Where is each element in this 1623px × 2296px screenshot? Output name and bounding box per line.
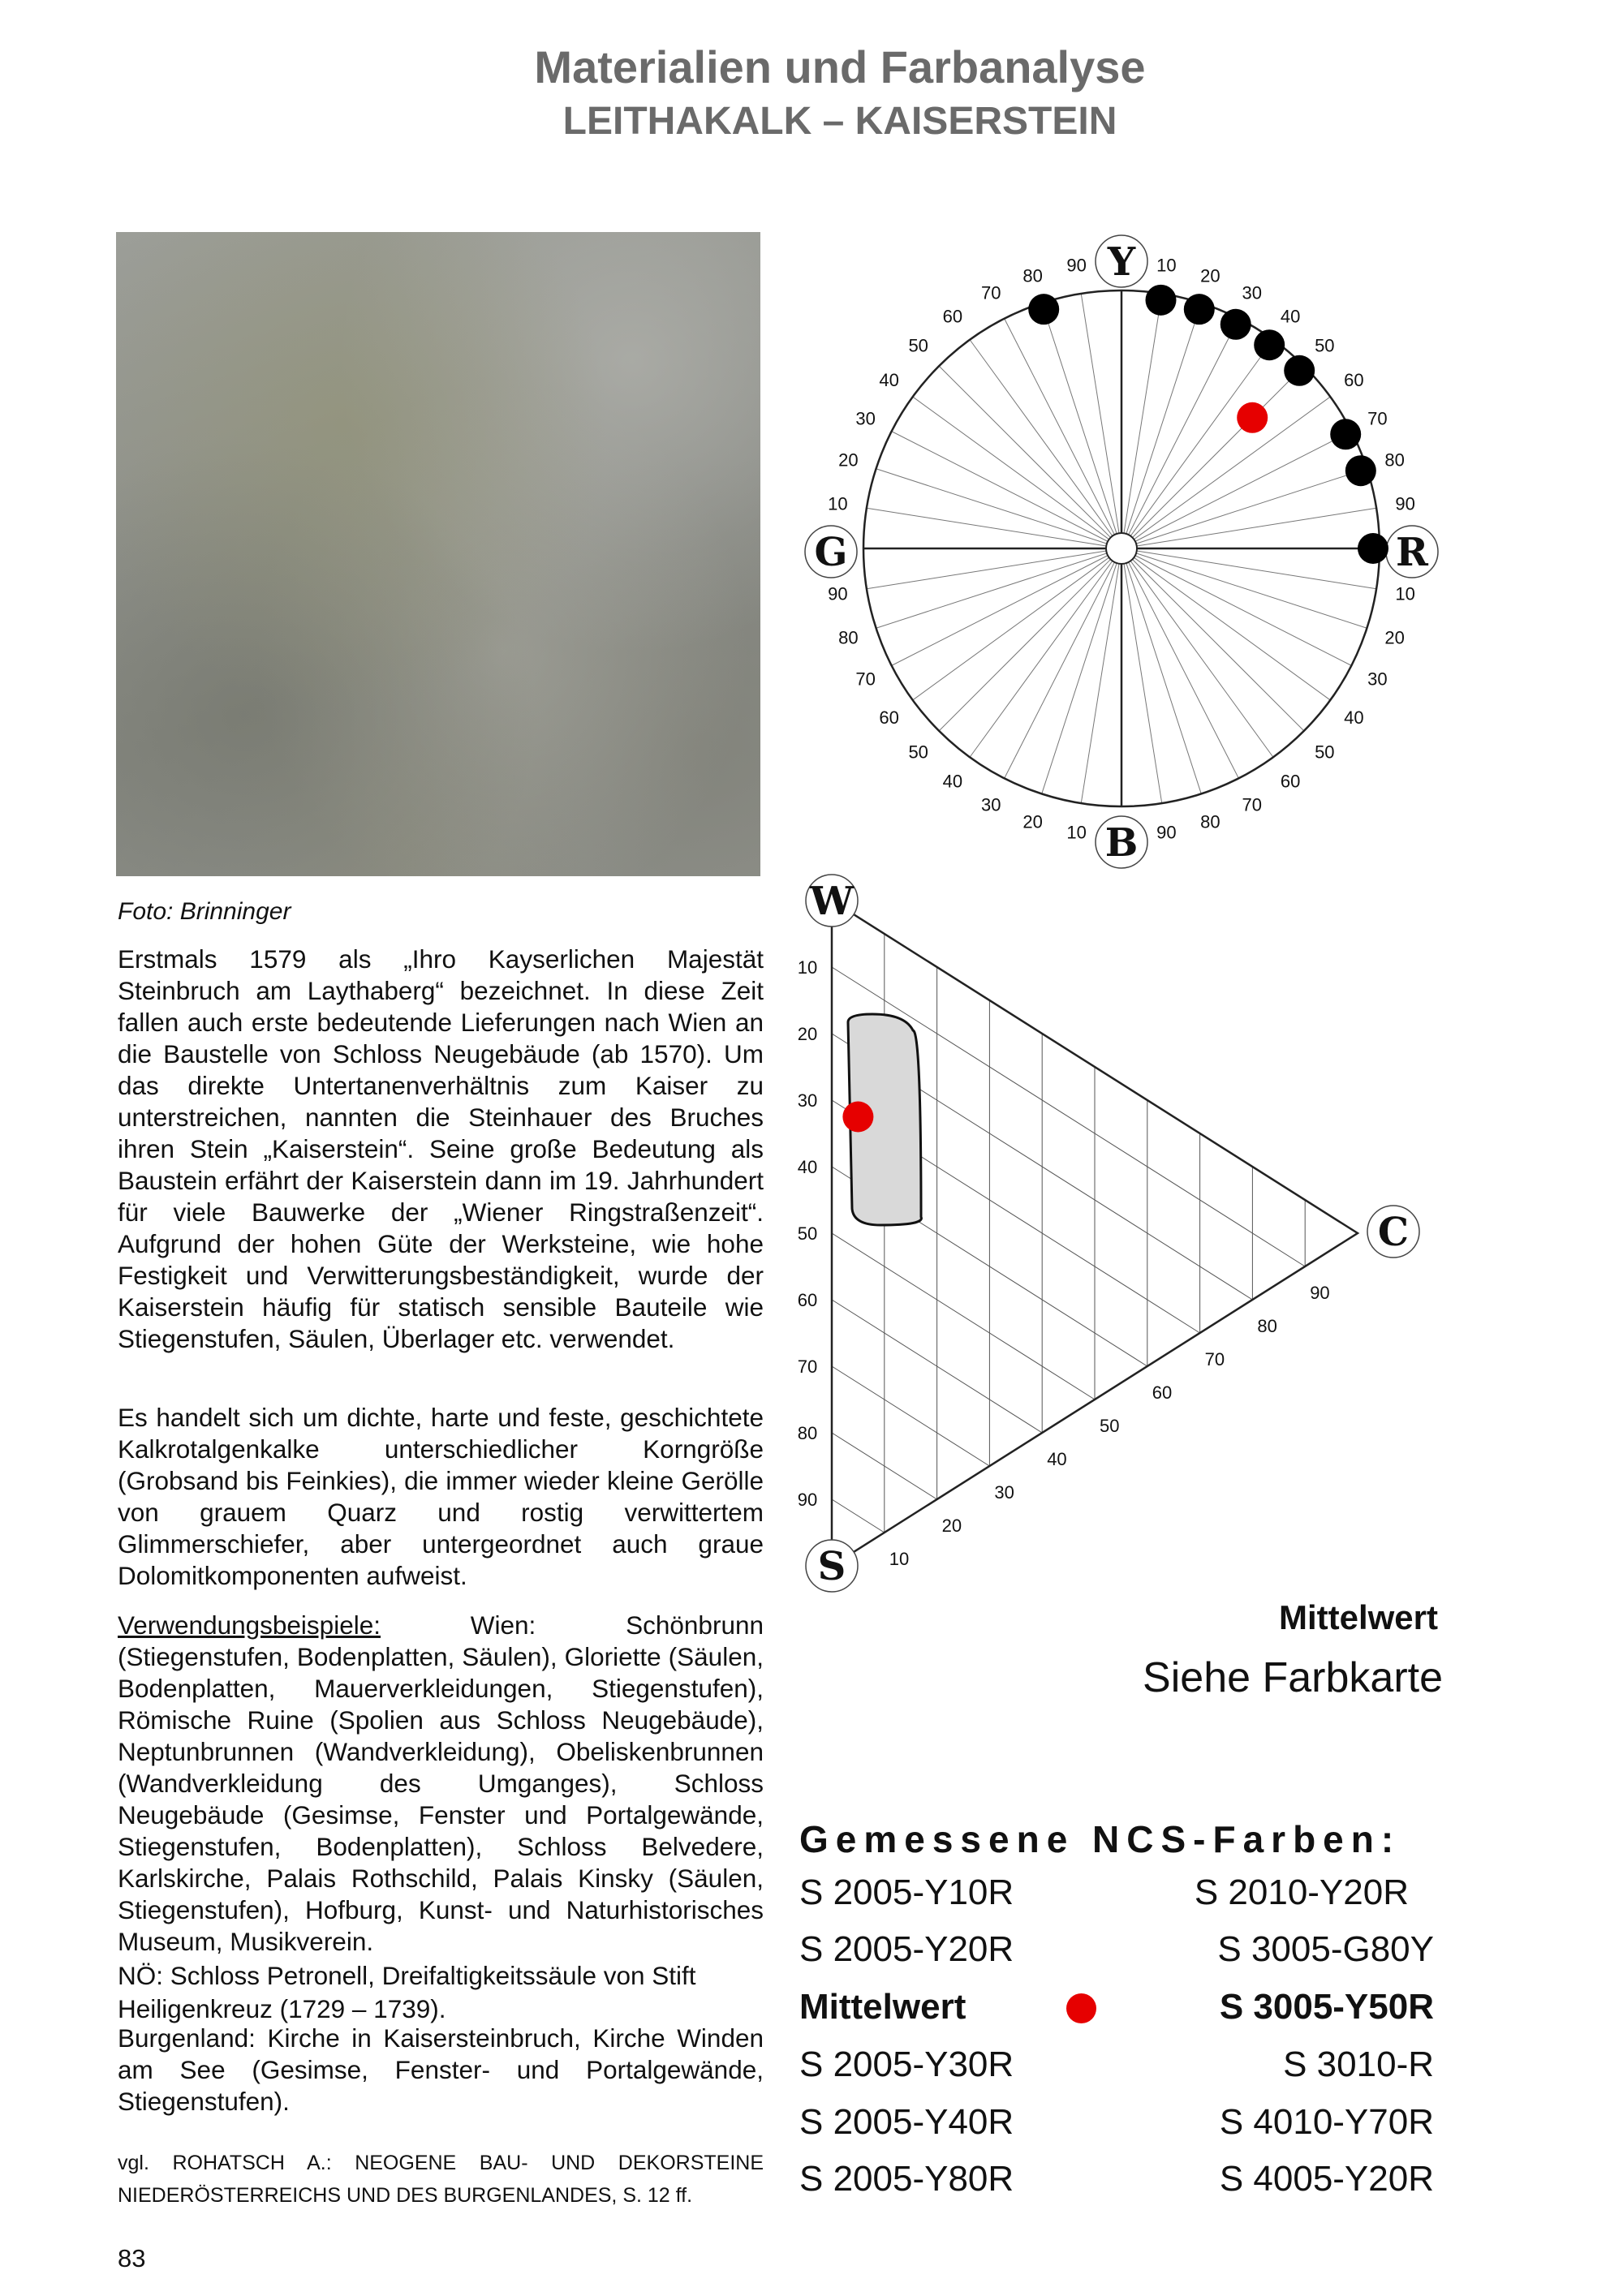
triangle-label-c xyxy=(1367,1206,1419,1258)
ncs-left-5: S 2005-Y40R xyxy=(799,2102,1014,2142)
hue-tick-label: 80 xyxy=(1384,449,1405,471)
hue-spoke xyxy=(1124,564,1162,803)
svg-text:S: S xyxy=(817,1544,846,1589)
ncs-left-6: S 2005-Y80R xyxy=(799,2159,1014,2199)
hue-spoke xyxy=(1129,319,1239,535)
svg-text:Y: Y xyxy=(1107,239,1136,285)
ncs-right-6: S 4005-Y20R xyxy=(1219,2159,1434,2199)
triangle-tick-label: 50 xyxy=(797,1223,818,1244)
mean-heading: Mittelwert xyxy=(1278,1598,1438,1636)
hue-tick-label: 30 xyxy=(1242,282,1262,303)
hue-tick-label: 40 xyxy=(1344,707,1364,729)
hue-spoke xyxy=(1129,562,1239,778)
hue-tick-label: 60 xyxy=(942,306,963,327)
hue-spoke xyxy=(1137,508,1376,546)
triangle-label-w xyxy=(806,875,858,927)
ncs-right-5: S 4010-Y70R xyxy=(1219,2102,1434,2142)
paragraph-noe-cont: Heiligenkreuz (1729 – 1739). xyxy=(118,1994,446,2023)
hue-tick-label: 50 xyxy=(1315,335,1335,356)
hue-spoke xyxy=(892,432,1108,542)
hue-tick-label: 50 xyxy=(908,742,928,763)
paragraph-burgenland: Burgenland: Kirche in Kaisersteinbruch, Kirche Winden am See (Gesimse, Fenster- und Portalgewände, Stiegenstufen). xyxy=(118,2023,764,2116)
hue-center xyxy=(1106,533,1137,564)
triangle-grid-line xyxy=(832,1233,1095,1400)
triangle-tick-label: 10 xyxy=(889,1549,910,1569)
hue-tick-label: 80 xyxy=(1022,265,1043,286)
ncs-mean-value: S 3005-Y50R xyxy=(1219,1987,1434,2027)
ncs-left-2: S 2005-Y20R xyxy=(799,1929,1014,1969)
hue-spoke xyxy=(939,366,1110,537)
hue-tick-label: 40 xyxy=(942,771,963,792)
hue-mean-dot xyxy=(1237,402,1268,433)
ncs-right-1: S 2010-Y20R xyxy=(1194,1872,1409,1912)
examples-label: Verwendungsbeispiele: xyxy=(118,1610,381,1640)
hue-measured-dot xyxy=(1184,294,1215,325)
hue-spoke xyxy=(1135,432,1351,542)
hue-tick-label: 60 xyxy=(1280,771,1301,792)
hue-measured-dot xyxy=(1284,355,1315,386)
stone-photo xyxy=(116,232,760,876)
hue-spoke xyxy=(867,551,1106,589)
triangle-grid-line xyxy=(832,1499,885,1533)
hue-tick-label: 20 xyxy=(838,449,859,471)
ncs-left-4: S 2005-Y30R xyxy=(799,2044,1014,2084)
svg-text:W: W xyxy=(810,879,854,924)
triangle-grid-line xyxy=(832,1366,989,1466)
ncs-title: Gemessene NCS-Farben: xyxy=(799,1818,1401,1860)
hue-label-b xyxy=(1096,816,1147,868)
hue-tick-label: 10 xyxy=(1156,255,1177,276)
ncs-left-1: S 2005-Y10R xyxy=(799,1872,1014,1912)
hue-tick-label: 90 xyxy=(1395,493,1415,514)
hue-tick-label: 70 xyxy=(1367,408,1388,429)
hue-label-r xyxy=(1386,526,1438,578)
paragraph-history: Erstmals 1579 als „Ihro Kayserlichen Majestät Steinbruch am Laythaberg“ bezeichnet. In diese Zeit fallen auch erste bedeutende Lieferungen nach Wien an die Baustelle von Schloss Neugebäude (ab 1570). Um das direkte Untertanenverhältnis zum Kaiser zu unterstreichen, nannten die Steinhauer des Bruches ihren Stein „Kaiserstein“. Seine große Bedeutung als Baustein erfährt der Kaiserstein dann im 19. Jahrhundert für viele Bauwerke der „Wiener Ringstraßenzeit“. Aufgrund der hohen Güte der Werksteine, wie hohe Festigkeit und Verwitterungsbeständigkeit, wurde der Kaiserstein häufig für statisch sensible Bauteile wie Stiegenstufen, Säulen, Überlager etc. verwendet. xyxy=(118,944,764,1353)
hue-tick-label: 40 xyxy=(1280,306,1301,327)
triangle-tick-label: 90 xyxy=(1310,1283,1330,1303)
svg-text:R: R xyxy=(1396,530,1428,575)
hue-measured-dot xyxy=(1220,309,1251,340)
hue-tick-label: 30 xyxy=(855,408,876,429)
svg-text:G: G xyxy=(814,530,848,575)
triangle-tick-label: 30 xyxy=(994,1482,1014,1503)
hue-label-g xyxy=(805,526,857,578)
hue-spoke xyxy=(1132,366,1303,537)
hue-spoke xyxy=(1132,559,1303,730)
farbkarte-label: Siehe Farbkarte xyxy=(1143,1654,1443,1701)
triangle-tick-label: 40 xyxy=(1047,1449,1067,1469)
hue-measured-dot xyxy=(1254,329,1285,360)
hue-tick-label: 80 xyxy=(1200,811,1220,832)
triangle-tick-label: 80 xyxy=(797,1423,818,1443)
hue-tick-label: 70 xyxy=(981,282,1001,303)
hue-spoke xyxy=(1081,564,1119,803)
page-title: Materialien und Farbanalyse xyxy=(534,41,1146,92)
hue-tick-label: 40 xyxy=(879,369,899,390)
svg-text:B: B xyxy=(1104,820,1139,866)
hue-spoke xyxy=(867,508,1106,546)
triangle-tick-label: 80 xyxy=(1257,1316,1277,1336)
ncs-triangle xyxy=(795,868,1461,1598)
page-number: 83 xyxy=(118,2244,146,2272)
hue-tick-label: 30 xyxy=(981,794,1001,815)
triangle-label-s xyxy=(806,1540,858,1592)
hue-tick-label: 20 xyxy=(1200,265,1220,286)
paragraph-examples xyxy=(118,1610,764,1958)
hue-tick-label: 20 xyxy=(1384,627,1405,648)
ncs-hue-circle xyxy=(795,227,1461,892)
triangle-mean-dot xyxy=(842,1102,873,1133)
hue-spoke xyxy=(1081,294,1119,533)
page-subtitle: LEITHAKALK – KAISERSTEIN xyxy=(562,100,1117,143)
hue-tick-label: 90 xyxy=(1156,822,1177,843)
hue-spoke xyxy=(1124,294,1162,533)
hue-spoke xyxy=(1005,562,1115,778)
hue-tick-label: 70 xyxy=(1242,794,1262,815)
triangle-tick-label: 60 xyxy=(797,1290,818,1310)
hue-tick-label: 20 xyxy=(1022,811,1043,832)
hue-tick-label: 10 xyxy=(1395,583,1415,604)
hue-label-y xyxy=(1096,235,1147,287)
examples-text: Wien: Schönbrunn (Stiegenstufen, Bodenplatten, Säulen), Gloriette (Säulen, Bodenplatten, Mauerverkleidungen, Stiegenstufen), Römische Ruine (Spolien aus Schloss Neugebäude), Neptunbrunnen (Wandverkleidung), Obeliskenbrunnen (Wandverkleidung des Umganges), Schloss Neugebäude (Gesimse, Fenster und Portalgewände, Stiegenstufen, Bodenplatten), Schloss Belvedere, Karlskirche, Palais Rothschild, Palais Kinsky (Säulen, Stiegenstufen), Hofburg, Kunst- und Naturhistorisches Museum, Musikverein. xyxy=(118,1610,764,1956)
triangle-tick-label: 30 xyxy=(797,1090,818,1111)
hue-tick-label: 60 xyxy=(1344,369,1364,390)
hue-tick-label: 80 xyxy=(838,627,859,648)
photo-caption: Foto: Brinninger xyxy=(118,898,291,925)
triangle-tick-label: 50 xyxy=(1100,1416,1120,1436)
ncs-mean-label: Mittelwert xyxy=(799,1987,966,2027)
triangle-tick-label: 90 xyxy=(797,1490,818,1510)
triangle-tick-label: 60 xyxy=(1152,1382,1173,1403)
hue-measured-dot xyxy=(1358,533,1388,564)
hue-tick-label: 50 xyxy=(908,335,928,356)
triangle-tick-label: 20 xyxy=(941,1516,962,1536)
hue-tick-label: 70 xyxy=(855,669,876,690)
triangle-tick-label: 40 xyxy=(797,1157,818,1177)
hue-spoke xyxy=(892,556,1108,666)
hue-tick-label: 10 xyxy=(828,493,848,514)
triangle-tick-label: 20 xyxy=(797,1024,818,1044)
hue-spoke xyxy=(1005,319,1115,535)
triangle-tick-label: 10 xyxy=(797,957,818,978)
ncs-right-2: S 3005-G80Y xyxy=(1217,1929,1434,1969)
svg-text:C: C xyxy=(1377,1210,1410,1255)
hue-tick-label: 60 xyxy=(879,707,899,729)
hue-measured-dot xyxy=(1330,419,1361,449)
triangle-tick-label: 70 xyxy=(797,1357,818,1377)
mean-marker xyxy=(1066,1993,1096,2023)
paragraph-noe: NÖ: Schloss Petronell, Dreifaltigkeitssäule von Stift xyxy=(118,1961,696,1990)
hue-tick-label: 90 xyxy=(1066,255,1087,276)
triangle-tick-label: 70 xyxy=(1204,1349,1225,1369)
hue-tick-label: 10 xyxy=(1066,822,1087,843)
hue-spoke xyxy=(939,559,1110,730)
hue-tick-label: 50 xyxy=(1315,742,1335,763)
hue-measured-dot xyxy=(1145,285,1176,316)
reference: vgl. ROHATSCH A.: NEOGENE BAU- UND DEKORSTEINE NIEDERÖSTERREICHS UND DES BURGENLANDES, S. 12 ff. xyxy=(118,2152,764,2207)
paragraph-description: Es handelt sich um dichte, harte und feste, geschichtete Kalkrotalgenkalke unterschiedlicher Korngröße (Grobsand bis Feinkies), die immer wieder kleine Gerölle von grauem Quarz und rostig verwittertem Glimmerschiefer, aber untergeordnet auch graue Dolomitkomponenten aufweist. xyxy=(118,1403,764,1590)
hue-measured-dot xyxy=(1345,455,1376,486)
hue-measured-dot xyxy=(1028,294,1059,325)
ncs-right-4: S 3010-R xyxy=(1283,2044,1434,2084)
hue-tick-label: 30 xyxy=(1367,669,1388,690)
hue-spoke xyxy=(1137,551,1376,589)
hue-tick-label: 90 xyxy=(828,583,848,604)
hue-spoke xyxy=(1135,556,1351,666)
